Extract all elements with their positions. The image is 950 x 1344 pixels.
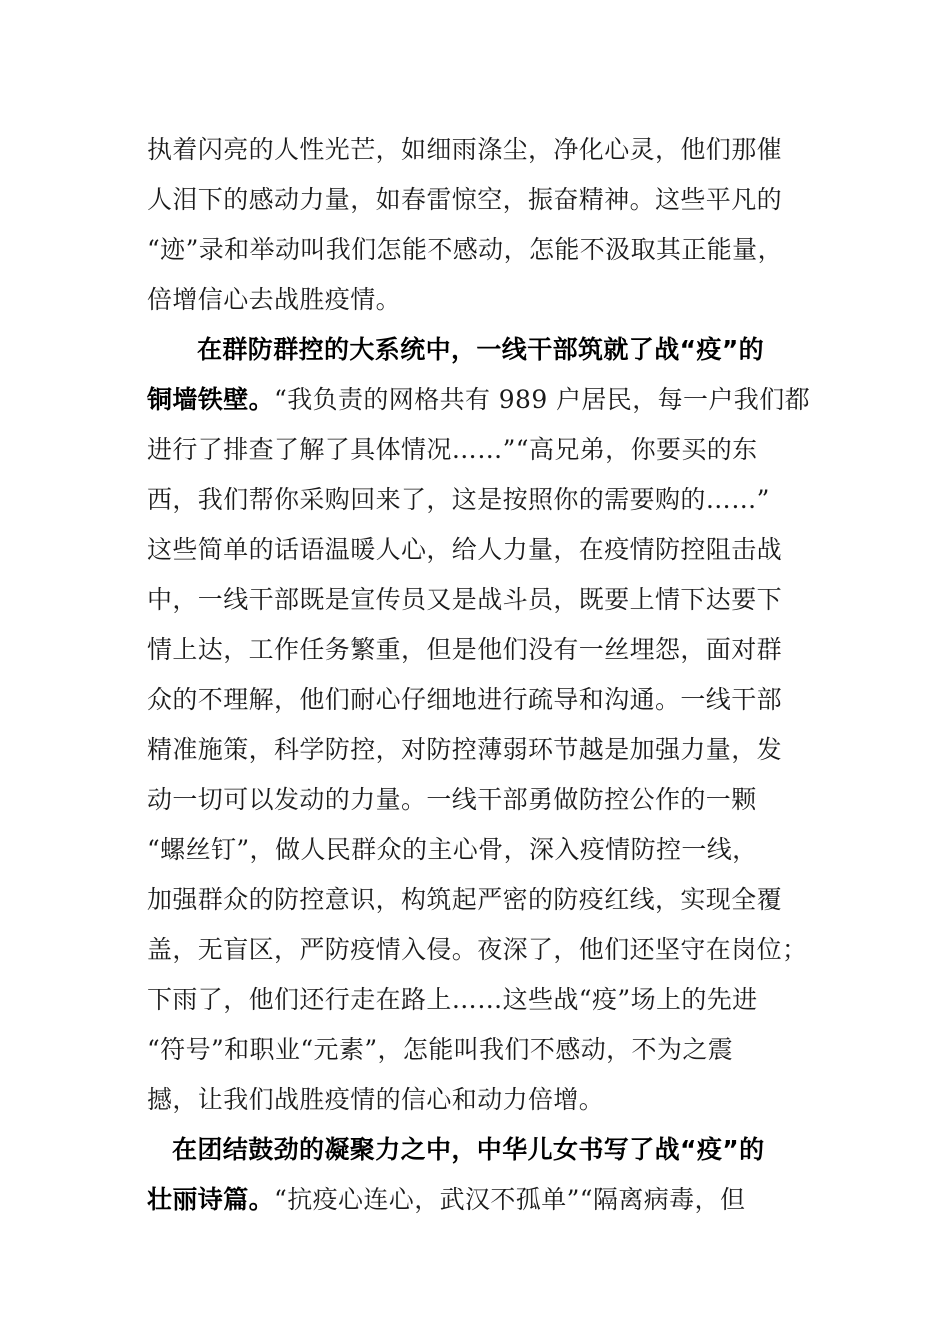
line-text: 情上达，工作任务繁重，但是他们没有一丝埋怨，面对群	[147, 635, 783, 664]
body-line	[147, 284, 401, 316]
line-text: 加强群众的防控意识，构筑起严密的防疫红线，实现全覆	[147, 885, 783, 914]
body-line	[147, 1034, 733, 1066]
body-line	[147, 134, 782, 166]
body-line	[147, 184, 782, 216]
body-line	[147, 484, 770, 516]
paragraph-heading-line	[197, 334, 764, 366]
line-text: 倍增信心去战胜疫情。	[147, 285, 402, 314]
body-line	[147, 1184, 745, 1216]
line-text: 众的不理解，他们耐心仔细地进行疏导和沟通。一线干部	[147, 685, 783, 714]
body-line	[147, 884, 782, 916]
body-line	[147, 584, 782, 616]
paragraph-heading: 壮丽诗篇。	[147, 1185, 275, 1214]
line-text: “我负责的网格共有 989 户居民，每一户我们都	[274, 385, 811, 414]
line-text: 中，一线干部既是宣传员又是战斗员，既要上情下达要下	[147, 585, 783, 614]
line-text: “抗疫心连心，武汉不孤单”“隔离病毒，但	[274, 1185, 746, 1214]
body-line	[147, 1084, 604, 1116]
line-text: 进行了排查了解了具体情况……”“高兄弟，你要买的东	[147, 435, 758, 464]
line-text: 这些简单的话语温暖人心，给人力量，在疫情防控阻击战	[147, 535, 783, 564]
body-line	[147, 634, 782, 666]
line-text: 动一切可以发动的力量。一线干部勇做防控公作的一颗	[147, 785, 757, 814]
body-line	[147, 984, 758, 1016]
paragraph-heading: 在群防群控的大系统中，一线干部筑就了战“疫”的	[197, 335, 765, 364]
body-line	[147, 384, 810, 416]
body-line	[147, 534, 782, 566]
line-text: 西，我们帮你采购回来了，这是按照你的需要购的……”	[147, 485, 770, 514]
line-text: 撼，让我们战胜疫情的信心和动力倍增。	[147, 1085, 605, 1114]
line-text: 下雨了，他们还行走在路上……这些战“疫”场上的先进	[147, 985, 758, 1014]
body-line	[147, 684, 782, 716]
body-line	[147, 734, 782, 766]
body-line	[147, 934, 807, 966]
body-line	[147, 434, 758, 466]
line-text: 执着闪亮的人性光芒，如细雨涤尘，净化心灵，他们那催	[147, 135, 783, 164]
line-text: 人泪下的感动力量，如春雷惊空，振奋精神。这些平凡的	[147, 185, 783, 214]
line-text: “螺丝钉”，做人民群众的主心骨，深入疫情防控一线，	[147, 835, 758, 864]
body-line	[147, 234, 783, 266]
paragraph-heading-line	[172, 1134, 764, 1166]
body-line	[147, 834, 758, 866]
paragraph-heading: 铜墙铁壁。	[147, 385, 275, 414]
line-text: “迹”录和举动叫我们怎能不感动，怎能不汲取其正能量，	[147, 235, 783, 264]
paragraph-heading: 在团结鼓劲的凝聚力之中，中华儿女书写了战“疫”的	[172, 1135, 765, 1164]
line-text: 盖，无盲区，严防疫情入侵。夜深了，他们还坚守在岗位；	[147, 935, 808, 964]
line-text: 精准施策，科学防控，对防控薄弱环节越是加强力量，发	[147, 735, 783, 764]
line-text: “符号”和职业“元素”，怎能叫我们不感动，不为之震	[147, 1035, 734, 1064]
body-line	[147, 784, 757, 816]
